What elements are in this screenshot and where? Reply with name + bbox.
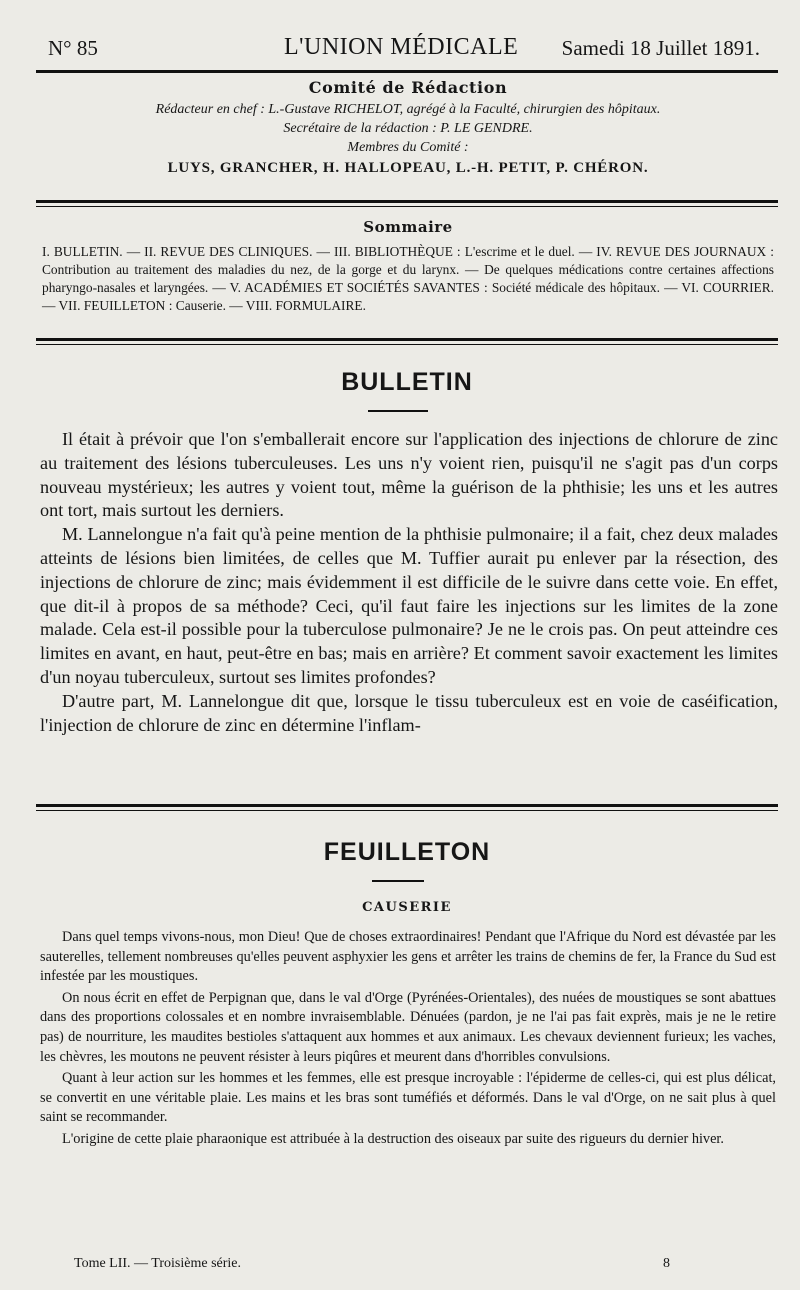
feuilleton-paragraph: On nous écrit en effet de Perpignan que, dans le val d'Orge (Pyrénées-Orientales), des nuées de moustiques se sont abattues dans des proportions colossales et en nombre invraisemblable. Dénuées (pardon, je ne l'ai pas fait exprès, mais je ne le retire pas) de nourriture, les maudites bestioles s'attaquent aux hommes et aux animaux. Les chevaux deviennent furieux; les vaches, les chèvres, les moutons ne peuvent résister à leurs piqûres et meurent dans d'horribles convulsions.: [40, 989, 776, 1065]
issue-date: Samedi 18 Juillet 1891.: [561, 36, 760, 60]
sommaire-text: I. BULLETIN. — II. REVUE DES CLINIQUES. — III. BIBLIOTHÈQUE : L'escrime et le duel. — IV. REVUE DES JOURNAUX : Contribution au traitement des maladies du nez, de la gorge et du larynx. — De quelques médications contre certaines affections pharyngo-nasales et laryngées. — V. ACADÉMIES ET SOCIÉTÉS SAVANTES : Société médicale des hôpitaux. — VI. COURRIER. — VII. FEUILLETON : Causerie. — VIII. FORMULAIRE.: [42, 244, 774, 313]
feuilleton-paragraph: Dans quel temps vivons-nous, mon Dieu! Que de choses extraordinaires! Pendant que l'Afrique du Nord est dévastée par les sauterelles, tellement nombreuses qu'elles peuvent asphyxier les gens et arrêter les trains de chemins de fer, la France du Sud est infestée par les moustiques.: [40, 929, 776, 985]
bulletin-title: BULLETIN: [341, 368, 473, 396]
table-of-contents: [42, 218, 774, 315]
header-rule: [36, 70, 778, 73]
committee-members: LUYS, GRANCHER, H. HALLOPEAU, L.-H. PETIT, P. CHÉRON.: [167, 160, 649, 176]
tome-series: Tome LII. — Troisième série.: [74, 1256, 241, 1271]
bulletin-paragraph: M. Lannelongue n'a fait qu'à peine mention de la phthisie pulmonaire; il a fait, chez deux malades atteints de lésions bien limitées, de celles que M. Tuffier aurait pu enlever par la résection, des injections de chlorure de zinc; mais évidemment il est difficile de le suivre dans cette voie. En effet, que dit-il à propos de sa méthode? Ceci, qu'il faut faire les injections sur les limites de la zone malade. Cela est-il possible pour la tuberculose pulmonaire? Je ne le crois pas. On peut atteindre ces limites en avant, en haut, peut-être en bas; mais en arrière? Et comment savoir exactement les limites d'un noyau tuberculeux, surtout ses limites profondes?: [40, 524, 778, 687]
bulletin-end-rule: [36, 804, 778, 811]
secretary-line: Secrétaire de la rédaction : P. LE GENDRE.: [283, 121, 533, 136]
feuilleton-title: FEUILLETON: [323, 838, 491, 866]
editorial-committee: [40, 78, 776, 177]
bulletin-paragraph: Il était à prévoir que l'on s'emballerait encore sur l'application des injections de chlorure de zinc au traitement des lésions tuberculeuses. Les uns n'y voient rien, puisqu'il ne s'agit pas d'un corps nouveau mystérieux; les autres y voient tout, même la guérison de la phthisie; les uns et les autres ont tort, mais surtout les derniers.: [40, 429, 778, 521]
feuilleton-body: [40, 928, 776, 1152]
page-number: 8: [663, 1256, 670, 1271]
sommaire-title: Sommaire: [363, 218, 453, 236]
bulletin-body: [40, 428, 778, 737]
journal-title: L'UNION MÉDICALE: [284, 34, 519, 60]
feuilleton-paragraph: Quant à leur action sur les hommes et les femmes, elle est presque incroyable : l'épiderme de celles-ci, qui est plus délicat, se convertit en une véritable plaie. Les mains et les bras sont tuméfiés et déformés. Dans le val d'Orge, on ne sait plus à quel saint se recommander.: [40, 1070, 776, 1126]
causerie-subtitle: CAUSERIE: [362, 900, 452, 915]
sommaire-rule: [36, 338, 778, 345]
bulletin-title-underline: [368, 410, 428, 412]
bulletin-paragraph: D'autre part, M. Lannelongue dit que, lorsque le tissu tuberculeux est en voie de caséification, l'injection de chlorure de zinc en détermine l'inflam-: [40, 690, 778, 735]
committee-rule: [36, 200, 778, 207]
committee-title: Comité de Rédaction: [308, 78, 508, 97]
issue-number: N° 85: [48, 36, 98, 60]
running-header: [44, 30, 774, 70]
feuilleton-paragraph: L'origine de cette plaie pharaonique est attribuée à la destruction des oiseaux par suite des rigueurs du dernier hiver.: [62, 1130, 724, 1147]
chief-editor-line: Rédacteur en chef : L.-Gustave RICHELOT, agrégé à la Faculté, chirurgien des hôpitaux.: [155, 102, 661, 117]
members-label: Membres du Comité :: [347, 140, 469, 155]
feuilleton-title-underline: [372, 880, 424, 882]
